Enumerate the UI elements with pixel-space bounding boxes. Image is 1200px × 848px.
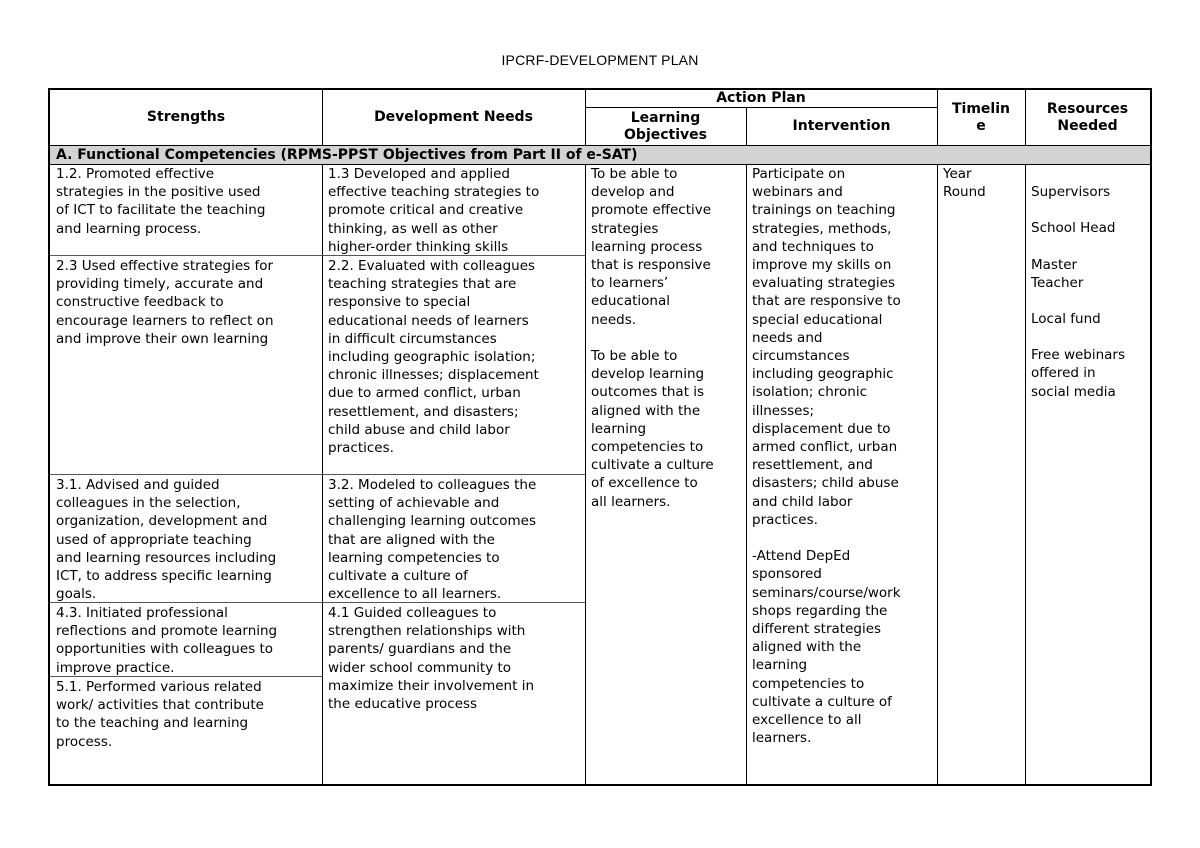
- strength-item: 1.2. Promoted effective strategies in the positive used of ICT to facilitate the teaching and learning process.: [56, 166, 266, 237]
- strength-item: 5.1. Performed various related work/ activities that contribute to the teaching and learning process.: [56, 679, 264, 750]
- header-strengths: Strengths: [146, 109, 226, 125]
- development-need-item: 1.3 Developed and applied effective teaching strategies to promote critical and creative thinking, as well as other higher-order thinking skills: [328, 166, 540, 255]
- strength-item: 2.3 Used effective strategies for providing timely, accurate and constructive feedback to encourage learners to reflect on and improve their own learning: [56, 258, 274, 347]
- resource-item: Free webinars offered in social media: [1031, 347, 1126, 400]
- intervention-text: Participate on webinars and trainings on teaching strategies, methods, and techniques to improve my skills on evaluating strategies that are responsive to special educational needs and circumstances including geographic isolation; chronic illnesses; displacement due to armed conflict, urban resettlement, and disasters; child abuse and child labor practices. -Attend DepEd sponsored seminars/course/work shops regarding the different strategies aligned with the learning competencies to cultivate a culture of excellence to all learners.: [752, 166, 901, 747]
- learning-objectives-text: To be able to develop and promote effective strategies learning process that is responsive to learners’ educational needs. To be able to develop learning outcomes that is aligned with the learning competencies to cultivate a culture of excellence to all learners.: [591, 166, 714, 510]
- strength-item: 3.1. Advised and guided colleagues in the selection, organization, development and used of appropriate teaching and learning resources including ICT, to address specific learning goals.: [56, 477, 277, 603]
- section-heading: A. Functional Competencies (RPMS-PPST Objectives from Part II of e-SAT): [50, 146, 1150, 164]
- row-divider: [50, 474, 585, 475]
- resource-item: Supervisors: [1031, 184, 1111, 201]
- development-need-item: 4.1 Guided colleagues to strengthen relationships with parents/ guardians and the wider school community to maximize their involvement in the educative process: [328, 605, 535, 713]
- header-timeline: Timelin e: [952, 100, 1010, 134]
- timeline-text: Year Round: [943, 166, 986, 201]
- header-intervention: Intervention: [792, 118, 891, 134]
- resource-item: School Head: [1031, 220, 1116, 237]
- strength-item: 4.3. Initiated professional reflections and promote learning opportunities with colleagues to improve practice.: [56, 605, 278, 676]
- header-action-plan: Action Plan: [716, 90, 806, 106]
- header-development-needs: Development Needs: [374, 109, 533, 125]
- development-need-item: 3.2. Modeled to colleagues the setting of achievable and challenging learning outcomes that are aligned with the learning competencies to cultivate a culture of excellence to all learners.: [328, 477, 537, 603]
- development-plan-table: [48, 88, 1152, 786]
- resources-list: [1025, 165, 1150, 437]
- header-resources-needed: Resources Needed: [1046, 100, 1129, 134]
- resource-item: Master Teacher: [1031, 256, 1084, 291]
- document-title: IPCRF-DEVELOPMENT PLAN: [501, 52, 699, 68]
- development-need-item: 2.2. Evaluated with colleagues teaching strategies that are responsive to special educational needs of learners in difficult circumstances including geographic isolation; chronic illnesses; displacement due to armed conflict, urban resettlement, and disasters; child abuse and child labor practices.: [328, 258, 539, 457]
- resource-item: Local fund: [1031, 311, 1101, 328]
- header-learning-objectives: Learning Objectives: [624, 109, 707, 143]
